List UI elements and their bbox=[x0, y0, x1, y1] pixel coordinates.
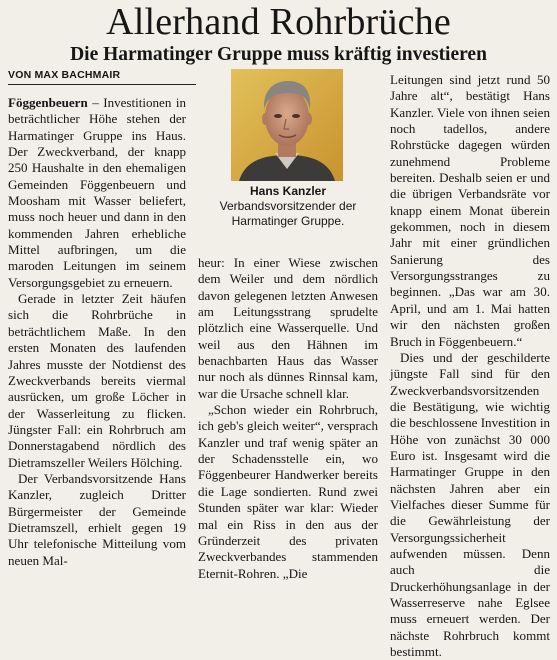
headline: Allerhand Rohrbrüche bbox=[106, 1, 451, 43]
subheadline: Die Harmatinger Gruppe muss kräftig investieren bbox=[70, 44, 487, 65]
photo-caption-name: Hans Kanzler bbox=[249, 184, 327, 198]
text-column-2 bbox=[198, 255, 378, 582]
paragraph-5: Dies und der geschilderte jüngste Fall sind für den Zweckverbandsvorsitzenden die Bestätigung, wie wichtig die beschlossene Investition in Höhe von zunächst 30 000 Euro ist. Insgesamt wird die Harmatinger Gruppe in den nächsten Jahren aber ein Vielfaches dieser Summe für die Gewährleistung der Versorgungssicherheit aufwenden müssen. Denn auch die Druckerhöhungsanlage in der Wasserreserve nahe Eglsee muss erneuert werden. Der nächste Rohrbruch kommt bestimmt. bbox=[390, 349, 550, 660]
paragraph-3-continued: heur: In einer Wiese zwischen dem Weiler und dem nördlich davon gelegenen letzten Anwesen am Leitungsstrang sprudelte plötzlich eine Wasserquelle. Und weil aus den Hähnen im benachbarten Haus das Wasser nur noch als dünnes Rinnsal kam, war die Ursache schnell klar. bbox=[198, 255, 378, 401]
text-column-1 bbox=[8, 95, 186, 569]
portrait-photo bbox=[231, 69, 343, 181]
byline: VON MAX BACHMAIR bbox=[8, 69, 121, 81]
text-column-3 bbox=[390, 72, 550, 660]
lead-paragraph: – Investitionen in beträchtlicher Höhe stehen der Harmatinger Gruppe ins Haus. Der Zweckverband, der knapp 250 Haushalte in den ehemaligen Gemeinden Föggenbeuern und Moosham mit Wasser beliefert, muss noch heuer und dann in den kommenden Jahren erhebliche Mittel aufbringen, um die maroden Leitungen im seinem Versorgungsgebiet zu erneuern. bbox=[8, 95, 186, 290]
photo-caption-role: Verbandsvorsitzender der Harmatinger Gruppe. bbox=[219, 199, 357, 228]
byline-rule bbox=[8, 84, 196, 85]
paragraph-3-start: Der Verbandsvorsitzende Hans Kanzler, zugleich Dritter Bürgermeister der Gemeinde Dietramszell, erhielt gegen 19 Uhr telefonische Mitteilung vom neuen Mal- bbox=[8, 470, 186, 568]
paragraph-4-continued: Leitungen sind jetzt rund 50 Jahre alt“, bestätigt Hans Kanzler. Viele von ihnen seien noch tadellos, andere Rohrstücke dagegen würden zunehmend Probleme bereiten. Deshalb seien er und die übrigen Verbandsräte vor knapp einem Monat überein gekommen, noch in diesem Jahr mit einer gründlichen Sanierung des Versorgungsstranges zu beginnen. „Das war am 30. April, und am 1. Mai hatten wir den nächsten großen Bruch in Föggenbeuern.“ bbox=[390, 72, 550, 349]
paragraph-2: Gerade in letzter Zeit häufen sich die Rohrbrüche in beträchtlichem Maße. In den ersten Monaten des laufenden Jahres musste der Notdienst des Zweckverbands bereits viermal ausrücken, um große Löcher in der Wasserleitung zu flicken. Jüngster Fall: ein Rohrbruch am Donnerstagabend nördlich des Dietramszeller Weilers Hölching. bbox=[8, 291, 186, 470]
paragraph-4: „Schon wieder ein Rohrbruch, ich geb's gleich weiter“, versprach Kanzler und traf wenig später an der Schadensstelle ein, wo Föggenbeurer Handwerker bereits die Lage sondierten. Rund zwei Stunden später war klar: Wieder mal ein Riss in den aus der Gründerzeit des privaten Zweckverbandes stammenden Eternit-Rohren. „Die bbox=[198, 402, 378, 581]
dateline: Föggenbeuern bbox=[8, 95, 88, 110]
